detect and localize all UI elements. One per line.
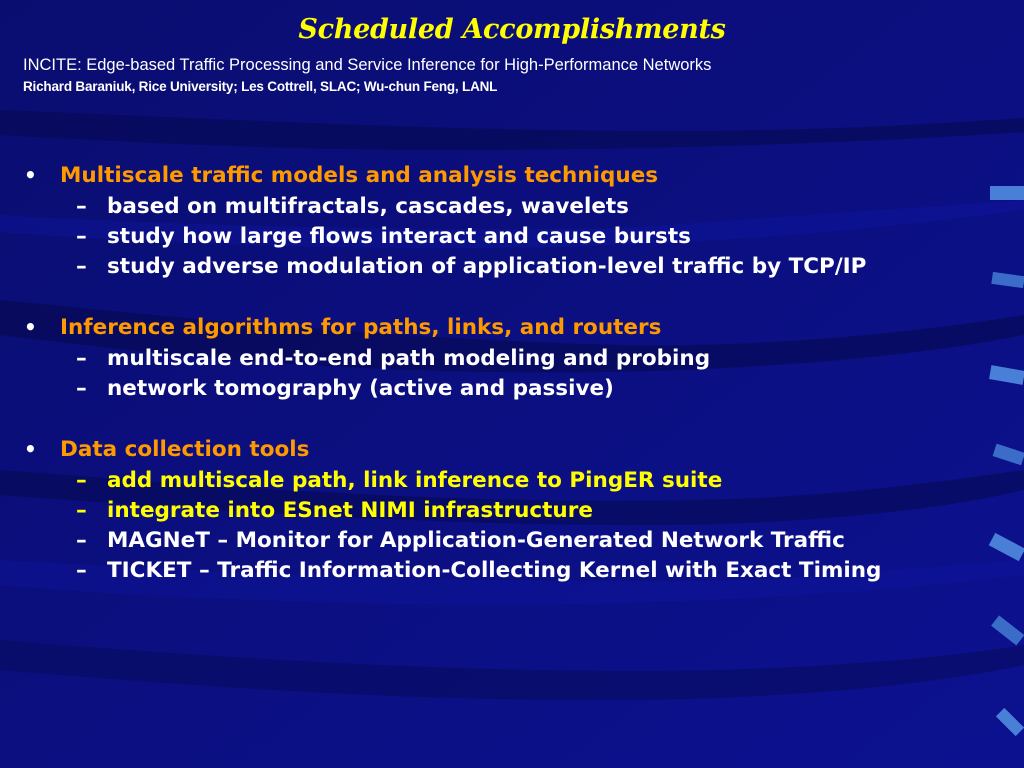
dash-marker: – bbox=[76, 254, 87, 279]
sub-item-text: multiscale end-to-end path modeling and probing bbox=[107, 346, 711, 371]
authors: Richard Baraniuk, Rice University; Les Cottrell, SLAC; Wu-chun Feng, LANL bbox=[23, 79, 498, 94]
dash-marker: – bbox=[76, 498, 87, 523]
dash-marker: – bbox=[76, 468, 87, 493]
bullet-heading bbox=[24, 433, 1000, 466]
bullet-heading bbox=[24, 159, 1000, 192]
dash-marker: – bbox=[76, 376, 87, 401]
section-inference bbox=[24, 311, 1000, 404]
sub-item bbox=[24, 526, 1000, 556]
sub-item-text: study adverse modulation of application-level traffic by TCP/IP bbox=[107, 254, 867, 279]
dash-marker: – bbox=[76, 558, 87, 583]
sub-item bbox=[24, 344, 1000, 374]
sub-item bbox=[24, 252, 1000, 282]
sub-item bbox=[24, 192, 1000, 222]
sub-item-text: network tomography (active and passive) bbox=[107, 376, 614, 401]
sub-item-text: add multiscale path, link inference to PingER suite bbox=[107, 468, 723, 493]
dash-marker: – bbox=[76, 528, 87, 553]
section-models bbox=[24, 159, 1000, 282]
bullet-dot: • bbox=[24, 437, 37, 461]
dash-marker: – bbox=[76, 224, 87, 249]
sub-item bbox=[24, 374, 1000, 404]
bullet-heading-text: Multiscale traffic models and analysis techniques bbox=[60, 163, 659, 188]
bullet-heading-text: Inference algorithms for paths, links, and routers bbox=[60, 315, 662, 340]
dash-marker: – bbox=[76, 194, 87, 219]
bullet-list bbox=[24, 159, 1000, 615]
sub-item bbox=[24, 466, 1000, 496]
section-data-collection bbox=[24, 433, 1000, 586]
bullet-dot: • bbox=[24, 163, 37, 187]
subtitle: INCITE: Edge-based Traffic Processing and Service Inference for High-Performance Networks bbox=[23, 56, 712, 74]
sub-item bbox=[24, 556, 1000, 586]
sub-item bbox=[24, 496, 1000, 526]
sub-item-text: TICKET – Traffic Information-Collecting Kernel with Exact Timing bbox=[107, 558, 882, 583]
slide-title: Scheduled Accomplishments bbox=[298, 14, 726, 45]
sub-item bbox=[24, 222, 1000, 252]
sub-item-text: MAGNeT – Monitor for Application-Generated Network Traffic bbox=[107, 528, 845, 553]
dash-marker: – bbox=[76, 346, 87, 371]
bullet-heading bbox=[24, 311, 1000, 344]
sub-item-text: study how large flows interact and cause bursts bbox=[107, 224, 691, 249]
sub-item-text: based on multifractals, cascades, wavelets bbox=[107, 194, 629, 219]
bullet-dot: • bbox=[24, 315, 37, 339]
sub-item-text: integrate into ESnet NIMI infrastructure bbox=[107, 498, 593, 523]
bullet-heading-text: Data collection tools bbox=[60, 437, 310, 462]
